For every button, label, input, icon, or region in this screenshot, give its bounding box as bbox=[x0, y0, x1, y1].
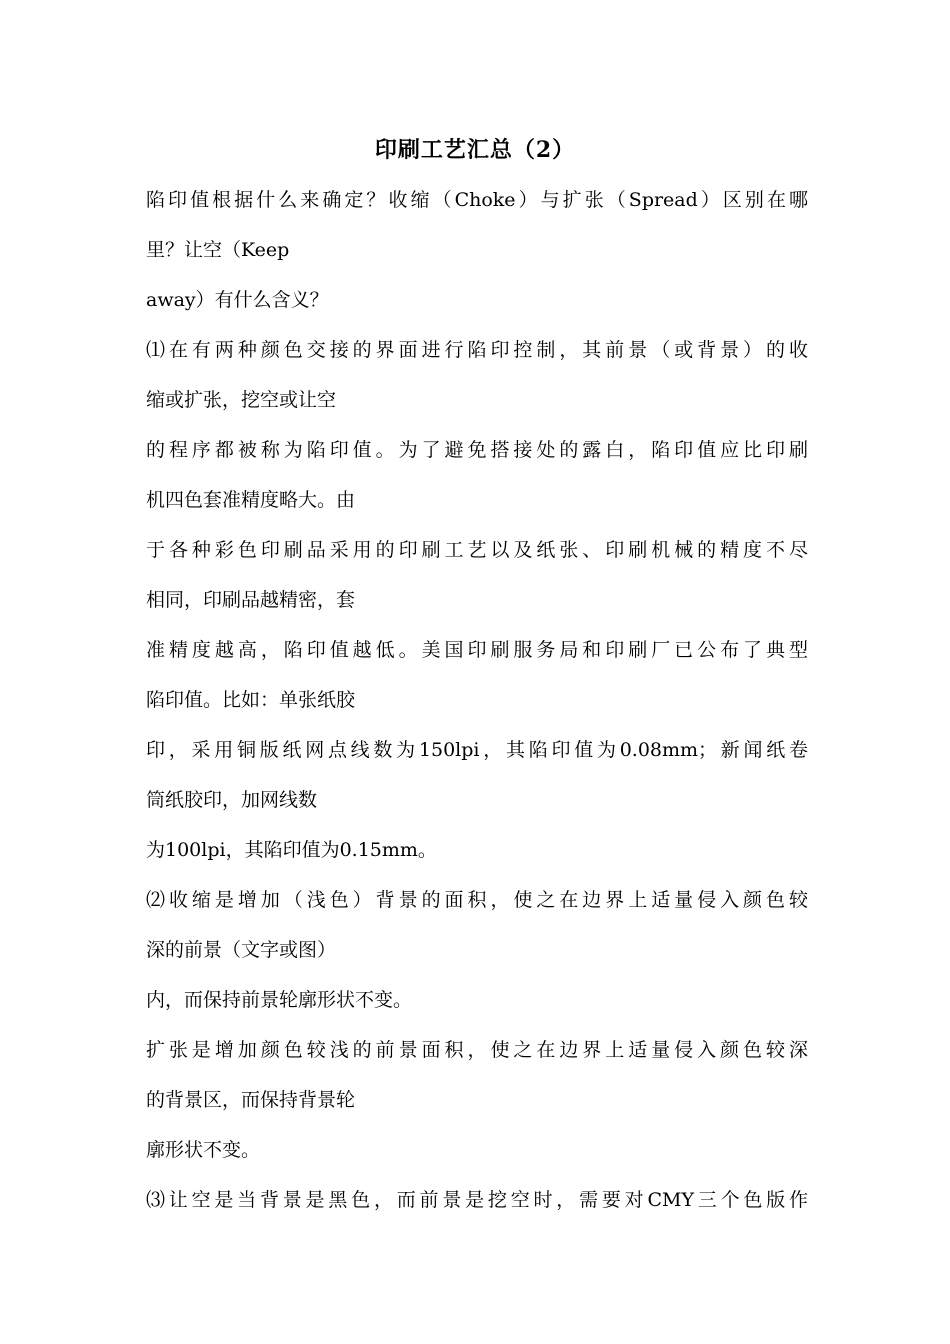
text-line: 印，采用铜版纸网点线数为150lpi，其陷印值为0.08mm；新闻纸卷 bbox=[146, 739, 808, 761]
text-line: 缩或扩张，挖空或让空 bbox=[146, 389, 337, 411]
text-line: ⑴在有两种颜色交接的界面进行陷印控制，其前景（或背景）的收 bbox=[146, 339, 808, 361]
text-line: 的背景区，而保持背景轮 bbox=[146, 1089, 356, 1111]
text-line: ⑶让空是当背景是黑色，而前景是挖空时，需要对CMY三个色版作 bbox=[146, 1189, 808, 1211]
document-body bbox=[146, 180, 808, 1230]
text-line: 相同，印刷品越精密，套 bbox=[146, 589, 356, 611]
text-line: 筒纸胶印，加网线数 bbox=[146, 789, 318, 811]
text-line: ⑵收缩是增加（浅色）背景的面积，使之在边界上适量侵入颜色较 bbox=[146, 889, 808, 911]
text-line: away）有什么含义？ bbox=[146, 289, 329, 311]
text-line: 陷印值。比如：单张纸胶 bbox=[146, 689, 356, 711]
text-line: 廓形状不变。 bbox=[146, 1139, 261, 1161]
text-line: 扩张是增加颜色较浅的前景面积，使之在边界上适量侵入颜色较深 bbox=[146, 1039, 808, 1061]
text-line: 于各种彩色印刷品采用的印刷工艺以及纸张、印刷机械的精度不尽 bbox=[146, 539, 808, 561]
text-line: 陷印值根据什么来确定？收缩（Choke）与扩张（Spread）区别在哪 bbox=[146, 189, 808, 211]
text-line: 为100lpi，其陷印值为0.15mm。 bbox=[146, 839, 437, 861]
text-line: 机四色套准精度略大。由 bbox=[146, 489, 356, 511]
text-line: 的程序都被称为陷印值。为了避免搭接处的露白，陷印值应比印刷 bbox=[146, 439, 808, 461]
text-line: 内，而保持前景轮廓形状不变。 bbox=[146, 989, 413, 1011]
text-line: 准精度越高，陷印值越低。美国印刷服务局和印刷厂已公布了典型 bbox=[146, 639, 808, 661]
text-line: 里？让空（Keep bbox=[146, 239, 290, 261]
text-line: 深的前景（文字或图） bbox=[146, 939, 337, 961]
document-title: 印刷工艺汇总（2） bbox=[374, 137, 576, 163]
